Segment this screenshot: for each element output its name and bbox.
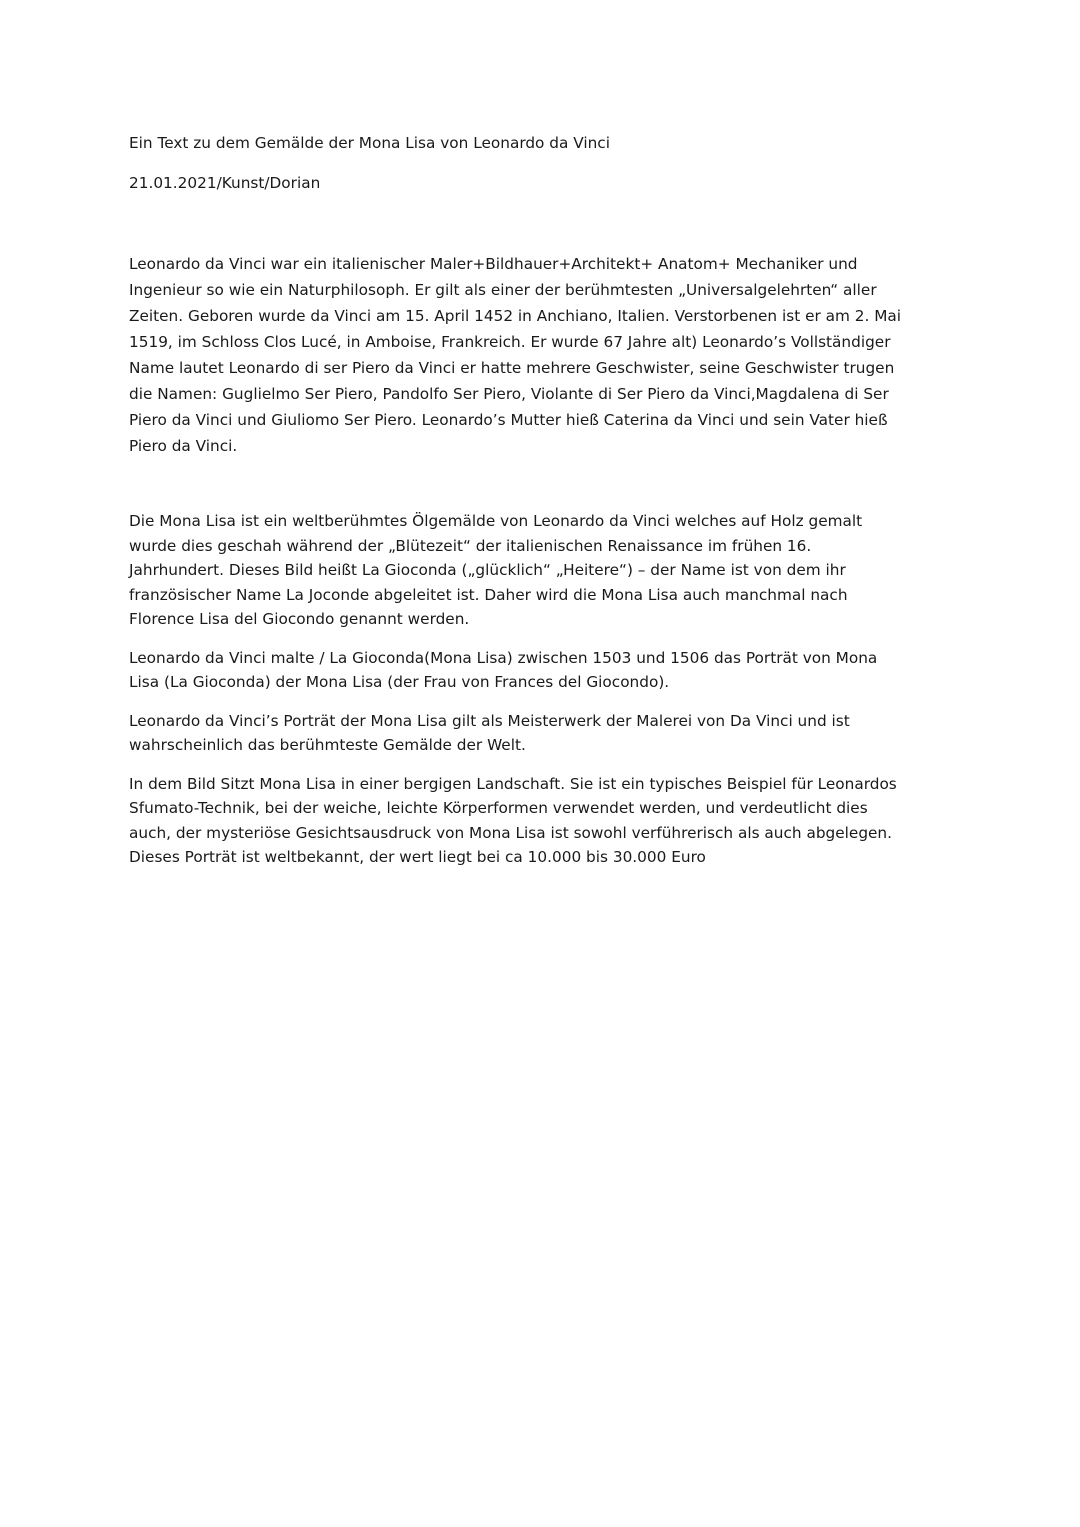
paragraph-line: Leonardo da Vinci war ein italienischer Maler+Bildhauer+Architekt+ Anatom+ Mechaniker und [129,255,858,273]
paragraph-line: wahrscheinlich das berühmteste Gemälde der Welt. [129,736,526,754]
paragraph-line: Piero da Vinci und Giuliomo Ser Piero. Leonardo’s Mutter hieß Caterina da Vinci und sein Vater hieß [129,411,888,429]
paragraph-line: Sfumato-Technik, bei der weiche, leichte Körperformen verwendet werden, und verdeutlicht dies [129,799,868,817]
paragraph-line: Die Mona Lisa ist ein weltberühmtes Ölgemälde von Leonardo da Vinci welches auf Holz gemalt [129,512,863,530]
document-body [129,130,959,870]
paragraph-masterpiece [129,709,959,758]
paragraph-line: In dem Bild Sitzt Mona Lisa in einer bergigen Landschaft. Sie ist ein typisches Beispiel für Leonardos [129,774,897,793]
paragraph-line: Florence Lisa del Giocondo genannt werden. [129,610,470,628]
paragraph-line: auch, der mysteriöse Gesichtsausdruck von Mona Lisa ist sowohl verführerisch als auch abgelegen. [129,823,892,842]
paragraph-line: Jahrhundert. Dieses Bild heißt La Gioconda („glücklich“ „Heitere“) – der Name ist von dem ihr [129,561,846,579]
paragraph-line: Lisa (La Gioconda) der Mona Lisa (der Frau von Frances del Giocondo). [129,673,670,691]
paragraph-line: Leonardo da Vinci’s Porträt der Mona Lisa gilt als Meisterwerk der Malerei von Da Vinci und ist [129,711,850,730]
paragraph-line: Zeiten. Geboren wurde da Vinci am 15. April 1452 in Anchiano, Italien. Verstorbenen ist er am 2. Mai [129,307,902,325]
paragraph-landscape [129,772,959,870]
paragraph-line: 1519, im Schloss Clos Lucé, in Amboise, Frankreich. Er wurde 67 Jahre alt) Leonardo’s Vollständiger [129,333,891,351]
document-title: Ein Text zu dem Gemälde der Mona Lisa von Leonardo da Vinci [129,134,610,152]
paragraph-painting-period [129,646,959,695]
paragraph-line: Dieses Porträt ist weltbekannt, der wert liegt bei ca 10.000 bis 30.000 Euro [129,848,706,866]
paragraph-line: französischer Name La Joconde abgeleitet ist. Daher wird die Mona Lisa auch manchmal nach [129,585,848,604]
document-dateline: 21.01.2021/Kunst/Dorian [129,174,321,192]
paragraph-mona-lisa-intro [129,509,959,632]
paragraph-line: Ingenieur so wie ein Naturphilosoph. Er gilt als einer der berühmtesten „Universalgelehrten“ aller [129,281,877,299]
paragraph-line: wurde dies geschah während der „Blütezeit“ der italienischen Renaissance im frühen 16. [129,536,812,555]
paragraph-line: Name lautet Leonardo di ser Piero da Vinci er hatte mehrere Geschwister, seine Geschwister trugen [129,359,895,377]
paragraph-line: Piero da Vinci. [129,437,238,455]
paragraph-biography [129,251,959,459]
paragraph-line: die Namen: Guglielmo Ser Piero, Pandolfo Ser Piero, Violante di Ser Piero da Vinci,Magdalena di Ser [129,385,889,403]
paragraph-line: Leonardo da Vinci malte / La Gioconda(Mona Lisa) zwischen 1503 und 1506 das Porträt von Mona [129,648,878,667]
